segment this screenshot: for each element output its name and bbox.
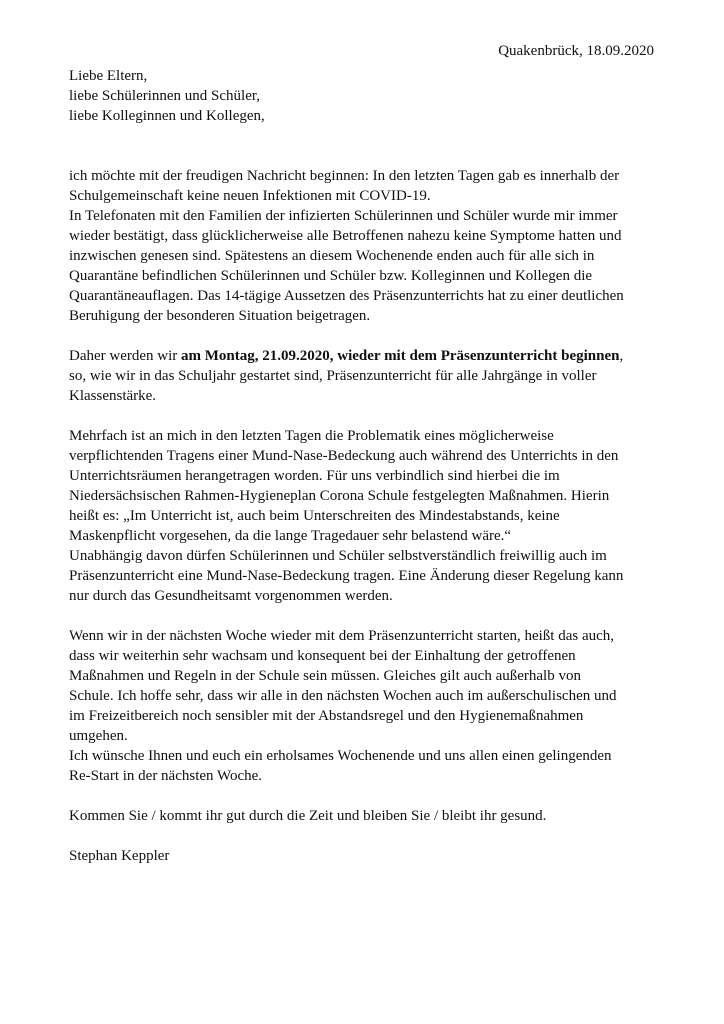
restart-text-suffix: , [619,348,624,364]
closing-line: Kommen Sie / kommt ihr gut durch die Zeit und bleiben Sie / bleibt ihr gesund. [69,808,547,824]
letter-dateline: Quakenbrück, 18.09.2020 [498,43,654,59]
paragraph-line: Maßnahmen und Regeln in der Schule sein müssen. Gleiches gilt auch außerhalb von [69,668,581,684]
paragraph-gap [69,606,669,626]
paragraph-line: dass wir weiterhin sehr wachsam und konsequent bei der Einhaltung der getroffenen [69,648,576,664]
paragraph-line: nur durch das Gesundheitsamt vorgenommen werden. [69,588,393,604]
paragraph-line: wieder bestätigt, dass glücklicherweise alle Betroffenen nahezu keine Symptome hatten und [69,228,622,244]
signature: Stephan Keppler [69,848,170,864]
paragraph-line: Maskenpflicht vorgesehen, da die lange Tragedauer sehr belastend wäre.“ [69,528,512,544]
paragraph-gap [69,126,669,146]
paragraph-line: Quarantäne befindlichen Schülerinnen und Schüler bzw. Kolleginnen und Kollegen die [69,268,593,284]
restart-date-highlight: am Montag, 21.09.2020, wieder mit dem Präsenzunterricht beginnen [181,348,620,364]
salutation-line: Liebe Eltern, [69,68,148,84]
paragraph-line: inzwischen genesen sind. Spätestens an diesem Wochenende enden auch für alle sich in [69,248,595,264]
paragraph-line: im Freizeitbereich noch sensibler mit der Abstandsregel und den Hygienemaßnahmen [69,708,584,724]
paragraph-line: Ich wünsche Ihnen und euch ein erholsames Wochenende und uns allen einen gelingenden [69,748,612,764]
paragraph-restart [69,346,669,406]
paragraph-line: Quarantäneauflagen. Das 14-tägige Aussetzen des Präsenzunterrichts hat zu einer deutlichen [69,288,624,304]
paragraph-gap [69,146,669,166]
paragraph-masks [69,426,669,606]
salutation-line: liebe Kolleginnen und Kollegen, [69,108,265,124]
paragraph-line: Beruhigung der besonderen Situation beigetragen. [69,308,371,324]
paragraph-line: Unterrichtsräumen herangetragen worden. Für uns verbindlich sind hierbei die im [69,468,560,484]
paragraph-line [69,346,669,366]
salutation-line: liebe Schülerinnen und Schüler, [69,88,261,104]
paragraph-gap [69,326,669,346]
paragraph-vigilance [69,626,669,786]
paragraph-line: Wenn wir in der nächsten Woche wieder mit dem Präsenzunterricht starten, heißt das auch, [69,628,615,644]
paragraph-line: Unabhängig davon dürfen Schülerinnen und Schüler selbstverständlich freiwillig auch im [69,548,607,564]
paragraph-gap [69,826,669,846]
paragraph-line: so, wie wir in das Schuljahr gestartet sind, Präsenzunterricht für alle Jahrgänge in voller [69,368,597,384]
paragraph-line: heißt es: „Im Unterricht ist, auch beim Unterschreiten des Mindestabstands, keine [69,508,560,524]
paragraph-line: Schule. Ich hoffe sehr, dass wir alle in den nächsten Wochen auch im außerschulischen und [69,688,617,704]
paragraph-line: Schulgemeinschaft keine neuen Infektionen mit COVID-19. [69,188,431,204]
paragraph-line: verpflichtenden Tragens einer Mund-Nase-Bedeckung auch während des Unterrichts in den [69,448,619,464]
paragraph-line: Re-Start in der nächsten Woche. [69,768,263,784]
paragraph-line: Mehrfach ist an mich in den letzten Tagen die Problematik eines möglicherweise [69,428,554,444]
paragraph-line: Präsenzunterricht eine Mund-Nase-Bedeckung tragen. Eine Änderung dieser Regelung kann [69,568,624,584]
paragraph-line: In Telefonaten mit den Familien der infizierten Schülerinnen und Schüler wurde mir immer [69,208,618,224]
paragraph-line: ich möchte mit der freudigen Nachricht beginnen: In den letzten Tagen gab es innerhalb der [69,168,620,184]
paragraph-line: Niedersächsischen Rahmen-Hygieneplan Corona Schule festgelegten Maßnahmen. Hierin [69,488,610,504]
paragraph-good-news [69,166,669,326]
paragraph-gap [69,786,669,806]
letter-body [69,66,669,866]
salutation [69,66,669,126]
paragraph-gap [69,406,669,426]
restart-text-prefix: Daher werden wir [69,348,182,364]
paragraph-line: umgehen. [69,728,128,744]
paragraph-line: Klassenstärke. [69,388,157,404]
